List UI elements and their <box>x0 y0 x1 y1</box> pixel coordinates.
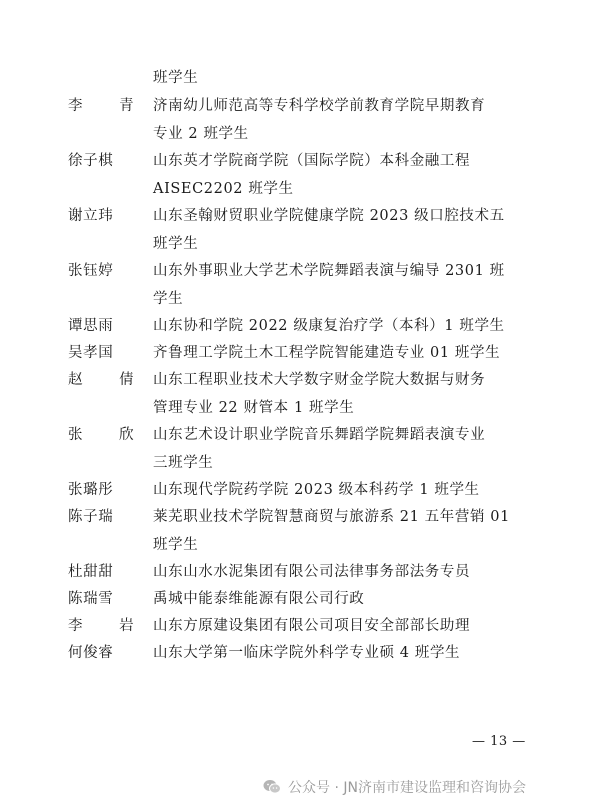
entry-6-name: 吴孝国 <box>68 345 114 361</box>
entry-1-line-0: 济南幼儿师范高等专科学校学前教育学院早期教育 <box>153 98 486 114</box>
entry-1-line-1: 专业 2 班学生 <box>153 126 249 142</box>
entry-9-line-0: 山东现代学院药学院 2023 级本科药学 1 班学生 <box>153 482 480 498</box>
entry-14-name: 何俊睿 <box>68 645 114 661</box>
wechat-icon <box>262 777 282 797</box>
entry-4-line-1: 学生 <box>153 291 184 307</box>
entry-4-line-0: 山东外事职业大学艺术学院舞蹈表演与编导 2301 班 <box>153 263 505 279</box>
entry-8-name: 张 欣 <box>68 427 150 443</box>
entry-6-line-0: 齐鲁理工学院土木工程学院智能建造专业 01 班学生 <box>153 345 501 361</box>
entry-10-line-0: 莱芜职业技术学院智慧商贸与旅游系 21 五年营销 01 <box>153 509 510 525</box>
entry-11-name: 杜甜甜 <box>68 564 114 580</box>
entry-7-line-0: 山东工程职业技术大学数字财金学院大数据与财务 <box>153 372 486 388</box>
entry-10-line-1: 班学生 <box>153 537 199 553</box>
entry-2-name: 徐子棋 <box>68 153 114 169</box>
entry-3-name: 谢立玮 <box>68 208 114 224</box>
entry-5-line-0: 山东协和学院 2022 级康复治疗学（本科）1 班学生 <box>153 318 505 334</box>
entry-1-name: 李 青 <box>68 98 150 114</box>
entry-12-name: 陈瑞雪 <box>68 591 114 607</box>
watermark-text: 公众号 · JN济南市建设监理和咨询协会 <box>288 780 526 796</box>
entry-5-name: 谭思雨 <box>68 318 114 334</box>
entry-8-line-0: 山东艺术设计职业学院音乐舞蹈学院舞蹈表演专业 <box>153 427 486 443</box>
watermark <box>262 776 526 798</box>
entry-3-line-1: 班学生 <box>153 236 199 252</box>
entry-13-line-0: 山东方原建设集团有限公司项目安全部部长助理 <box>153 618 471 634</box>
page-number: — 13 — <box>472 734 526 749</box>
entry-4-name: 张钰婷 <box>68 263 114 279</box>
entry-10-name: 陈子瑞 <box>68 509 114 525</box>
entry-12-line-0: 禹城中能泰维能源有限公司行政 <box>153 591 365 607</box>
entry-3-line-0: 山东圣翰财贸职业学院健康学院 2023 级口腔技术五 <box>153 208 505 224</box>
entry-7-line-1: 管理专业 22 财管本 1 班学生 <box>153 400 355 416</box>
entry-8-line-1: 三班学生 <box>153 455 214 471</box>
entry-2-line-0: 山东英才学院商学院（国际学院）本科金融工程 <box>153 153 471 169</box>
entry-11-line-0: 山东山水水泥集团有限公司法律事务部法务专员 <box>153 564 471 580</box>
entry-14-line-0: 山东大学第一临床学院外科学专业硕 4 班学生 <box>153 645 461 661</box>
entry-7-name: 赵 倩 <box>68 372 150 388</box>
entry-13-name: 李 岩 <box>68 618 150 634</box>
entry-2-line-1: AISEC2202 班学生 <box>153 181 294 197</box>
entry-9-name: 张璐彤 <box>68 482 114 498</box>
entry-0-line-0: 班学生 <box>153 70 199 86</box>
